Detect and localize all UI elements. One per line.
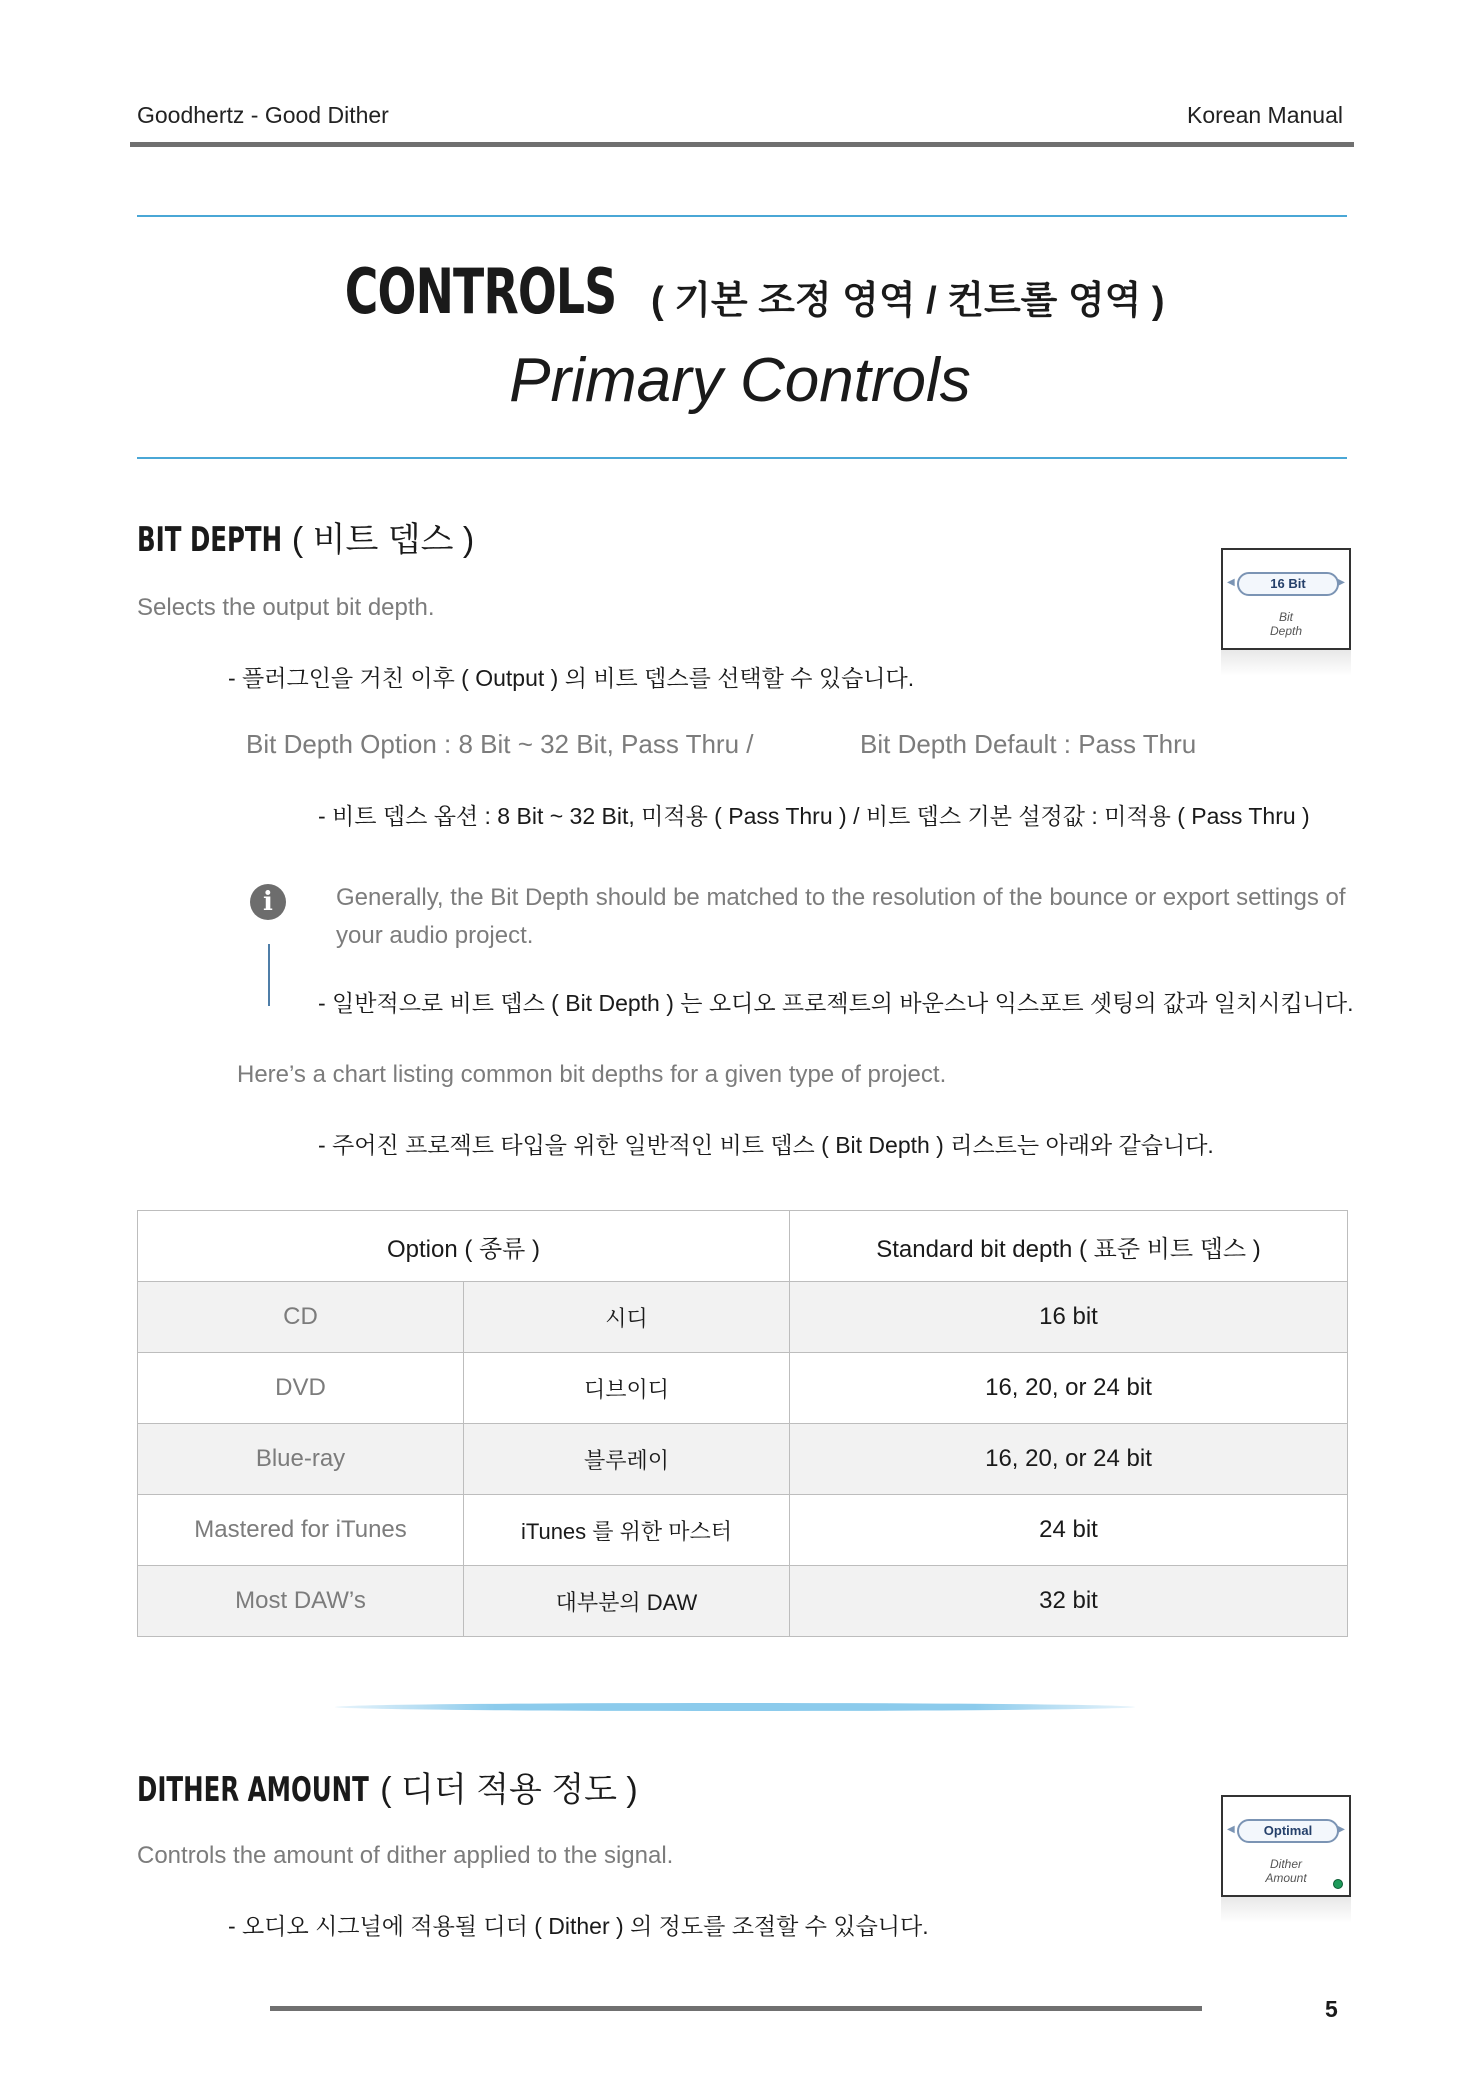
arrow-left-icon[interactable]: ◀ (1227, 1824, 1235, 1835)
dither-amount-heading (137, 1762, 638, 1811)
bit-depth-desc-en: Selects the output bit depth. (137, 594, 435, 621)
table-cell-option: Most DAW’s (138, 1566, 464, 1637)
bit-depth-note-en: Generally, the Bit Depth should be matched to the resolution of the bounce or export settings of your audio project. (336, 884, 1346, 949)
table-cell-option-ko: 대부분의 DAW (464, 1566, 790, 1637)
table-cell-depth: 16 bit (790, 1282, 1348, 1353)
table-cell-option: DVD (138, 1353, 464, 1424)
bit-depth-heading-ko: ( 비트 뎁스 ) (291, 521, 475, 559)
header-manual-label: Korean Manual (1187, 102, 1343, 128)
page-title (0, 255, 1480, 328)
table-header-option: Option ( 종류 ) (138, 1211, 790, 1282)
bit-depth-options-en: Bit Depth Option : 8 Bit ~ 32 Bit, Pass Thru / (246, 729, 754, 759)
dither-amount-widget[interactable] (1221, 1795, 1351, 1923)
header-doc-title: Goodhertz - Good Dither (137, 102, 389, 128)
footer-rule (270, 2006, 1202, 2011)
dither-amount-heading-en: DITHER AMOUNT (137, 1770, 369, 1810)
table-cell-option-ko: iTunes 를 위한 마스터 (464, 1495, 790, 1566)
table-cell-depth: 24 bit (790, 1495, 1348, 1566)
widget-reflection (1221, 1897, 1351, 1923)
chart-intro-ko: - 주어진 프로젝트 타입을 위한 일반적인 비트 뎁스 ( Bit Depth ) 리스트는 아래와 같습니다. (318, 1132, 1214, 1158)
arrow-right-icon[interactable]: ▶ (1337, 1824, 1345, 1835)
bit-depth-heading-en: BIT DEPTH (137, 520, 283, 560)
table-row (138, 1353, 1348, 1424)
info-icon: i (250, 884, 286, 920)
table-cell-depth: 32 bit (790, 1566, 1348, 1637)
dither-amount-value[interactable]: Optimal (1237, 1819, 1339, 1843)
table-row (138, 1566, 1348, 1637)
table-cell-option: CD (138, 1282, 464, 1353)
table-cell-depth: 16, 20, or 24 bit (790, 1353, 1348, 1424)
table-cell-option-ko: 블루레이 (464, 1424, 790, 1495)
bit-depth-desc-ko: - 플러그인을 거친 이후 ( Output ) 의 비트 뎁스를 선택할 수 있습니다. (228, 665, 915, 691)
arrow-right-icon[interactable]: ▶ (1337, 577, 1345, 588)
table-row (138, 1282, 1348, 1353)
page-number: 5 (1325, 1996, 1338, 2022)
table-cell-option: Mastered for iTunes (138, 1495, 464, 1566)
bit-depth-widget[interactable] (1221, 548, 1351, 676)
table-cell-option-ko: 시디 (464, 1282, 790, 1353)
status-led-icon (1333, 1879, 1343, 1889)
table-row (138, 1424, 1348, 1495)
bit-depth-table (137, 1210, 1348, 1637)
dither-amount-desc-en: Controls the amount of dither applied to the signal. (137, 1842, 674, 1869)
bit-depth-options-ko: - 비트 뎁스 옵션 : 8 Bit ~ 32 Bit, 미적용 ( Pass Thru ) / 비트 뎁스 기본 설정값 : 미적용 ( Pass Thru ) (318, 803, 1310, 829)
table-cell-option: Blue-ray (138, 1424, 464, 1495)
table-header-row (138, 1211, 1348, 1282)
bit-depth-value[interactable]: 16 Bit (1237, 572, 1339, 596)
bit-depth-heading (137, 512, 474, 561)
page-title-korean: ( 기본 조정 영역 / 컨트롤 영역 ) (651, 280, 1165, 322)
info-note-bar (268, 944, 270, 1006)
dither-amount-heading-ko: ( 디더 적용 정도 ) (380, 1771, 638, 1809)
dither-amount-widget-label: Dither Amount (1265, 1857, 1307, 1885)
title-bottom-rule (137, 457, 1347, 459)
title-top-rule (137, 215, 1347, 217)
table-header-depth: Standard bit depth ( 표준 비트 뎁스 ) (790, 1211, 1348, 1282)
header-rule (130, 142, 1354, 147)
table-row (138, 1495, 1348, 1566)
dither-amount-desc-ko: - 오디오 시그널에 적용될 디더 ( Dither ) 의 정도를 조절할 수 있습니다. (228, 1913, 929, 1939)
table-cell-depth: 16, 20, or 24 bit (790, 1424, 1348, 1495)
bit-depth-widget-label: Bit Depth (1269, 610, 1303, 638)
table-cell-option-ko: 디브이디 (464, 1353, 790, 1424)
page-subtitle: Primary Controls (509, 346, 971, 415)
bit-depth-note-ko: - 일반적으로 비트 뎁스 ( Bit Depth ) 는 오디오 프로젝트의 바운스나 익스포트 셋팅의 값과 일치시킵니다. (318, 990, 1354, 1016)
page-title-main: CONTROLS (345, 255, 617, 328)
bit-depth-default-en: Bit Depth Default : Pass Thru (860, 729, 1197, 759)
arrow-left-icon[interactable]: ◀ (1227, 577, 1235, 588)
widget-reflection (1221, 650, 1351, 676)
section-divider (335, 1703, 1135, 1711)
chart-intro-en: Here’s a chart listing common bit depths for a given type of project. (237, 1061, 947, 1088)
